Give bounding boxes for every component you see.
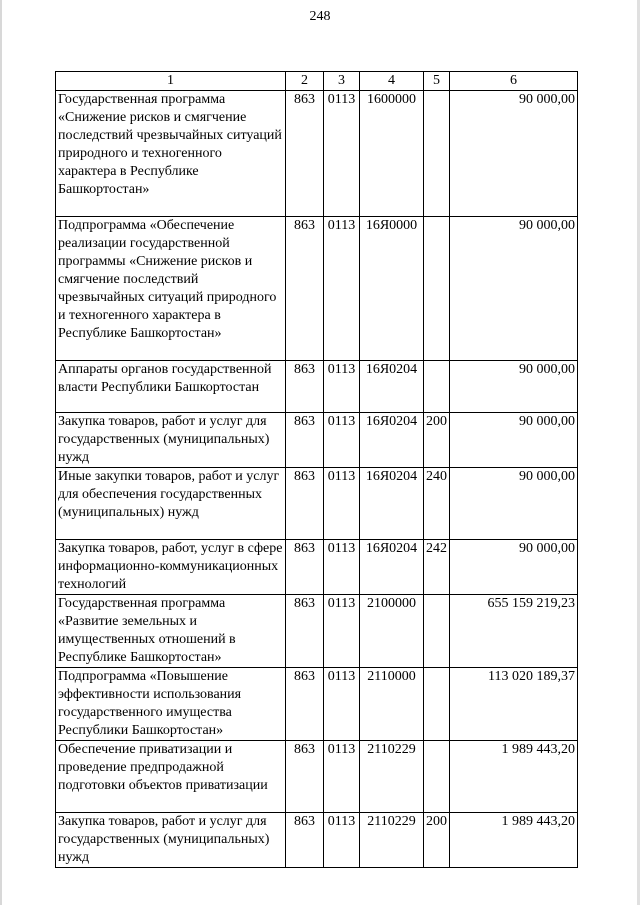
column-header-expense: 5 (424, 72, 450, 91)
row-expense (424, 668, 450, 741)
row-code: 863 (286, 468, 324, 540)
table-row (56, 813, 578, 868)
table-row (56, 468, 578, 540)
row-code: 863 (286, 540, 324, 595)
row-name: Обеспечение приватизации и проведение предпродажной подготовки объектов приватизации (56, 741, 286, 813)
row-code: 863 (286, 217, 324, 361)
table-row (56, 91, 578, 217)
table-row (56, 217, 578, 361)
row-name: Закупка товаров, работ и услуг для государственных (муниципальных) нужд (56, 413, 286, 468)
row-target: 2110229 (360, 741, 424, 813)
row-section: 0113 (324, 468, 360, 540)
row-code: 863 (286, 668, 324, 741)
row-amount: 90 000,00 (450, 540, 578, 595)
row-name: Подпрограмма «Обеспечение реализации государственной программы «Снижение рисков и смягчение последствий чрезвычайных ситуаций природного и техногенного характера в Республике Башкортостан» (56, 217, 286, 361)
row-amount: 90 000,00 (450, 361, 578, 413)
row-name: Аппараты органов государственной власти Республики Башкортостан (56, 361, 286, 413)
column-header-name: 1 (56, 72, 286, 91)
budget-table (55, 71, 578, 868)
row-name: Государственная программа «Снижение рисков и смягчение последствий чрезвычайных ситуаций природного и техногенного характера в Республике Башкортостан» (56, 91, 286, 217)
row-expense (424, 741, 450, 813)
row-expense (424, 361, 450, 413)
row-name: Государственная программа «Развитие земельных и имущественных отношений в Республике Башкортостан» (56, 595, 286, 668)
row-code: 863 (286, 813, 324, 868)
row-target: 2110229 (360, 813, 424, 868)
row-target: 2100000 (360, 595, 424, 668)
table-row (56, 413, 578, 468)
row-name: Иные закупки товаров, работ и услуг для обеспечения государственных (муниципальных) нужд (56, 468, 286, 540)
row-name: Закупка товаров, работ, услуг в сфере информационно-коммуникационных технологий (56, 540, 286, 595)
row-section: 0113 (324, 668, 360, 741)
row-name: Подпрограмма «Повышение эффективности использования государственного имущества Республики Башкортостан» (56, 668, 286, 741)
row-expense: 240 (424, 468, 450, 540)
row-amount: 90 000,00 (450, 91, 578, 217)
row-target: 16Я0204 (360, 468, 424, 540)
row-code: 863 (286, 361, 324, 413)
row-section: 0113 (324, 540, 360, 595)
row-expense (424, 217, 450, 361)
row-target: 2110000 (360, 668, 424, 741)
row-name: Закупка товаров, работ и услуг для государственных (муниципальных) нужд (56, 813, 286, 868)
column-header-target: 4 (360, 72, 424, 91)
scan-left-edge (0, 0, 2, 905)
column-header-amount: 6 (450, 72, 578, 91)
row-target: 1600000 (360, 91, 424, 217)
row-section: 0113 (324, 595, 360, 668)
table-row (56, 540, 578, 595)
row-amount: 1 989 443,20 (450, 741, 578, 813)
row-section: 0113 (324, 741, 360, 813)
row-code: 863 (286, 741, 324, 813)
row-target: 16Я0000 (360, 217, 424, 361)
row-amount: 1 989 443,20 (450, 813, 578, 868)
row-amount: 113 020 189,37 (450, 668, 578, 741)
row-section: 0113 (324, 361, 360, 413)
row-amount: 90 000,00 (450, 413, 578, 468)
row-amount: 90 000,00 (450, 468, 578, 540)
row-amount: 90 000,00 (450, 217, 578, 361)
row-code: 863 (286, 413, 324, 468)
row-target: 16Я0204 (360, 361, 424, 413)
column-header-section: 3 (324, 72, 360, 91)
row-expense (424, 91, 450, 217)
row-target: 16Я0204 (360, 413, 424, 468)
table-row (56, 668, 578, 741)
row-amount: 655 159 219,23 (450, 595, 578, 668)
row-expense (424, 595, 450, 668)
row-expense: 200 (424, 813, 450, 868)
table-row (56, 361, 578, 413)
row-expense: 200 (424, 413, 450, 468)
row-expense: 242 (424, 540, 450, 595)
table-row (56, 741, 578, 813)
row-code: 863 (286, 595, 324, 668)
row-section: 0113 (324, 217, 360, 361)
row-section: 0113 (324, 813, 360, 868)
row-code: 863 (286, 91, 324, 217)
page-number: 248 (309, 9, 331, 24)
row-target: 16Я0204 (360, 540, 424, 595)
row-section: 0113 (324, 413, 360, 468)
row-section: 0113 (324, 91, 360, 217)
table-row (56, 595, 578, 668)
table-header-row (56, 72, 578, 91)
column-header-code: 2 (286, 72, 324, 91)
